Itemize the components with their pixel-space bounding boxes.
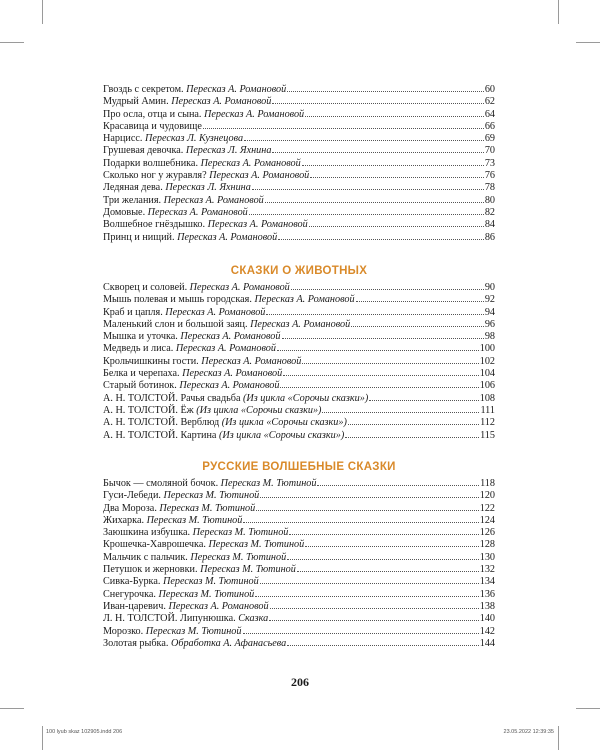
dot-leader bbox=[272, 144, 483, 153]
toc-entry[interactable] bbox=[103, 120, 495, 132]
crop-mark bbox=[0, 42, 24, 43]
entry-page: 112 bbox=[480, 417, 495, 429]
toc-entry[interactable] bbox=[103, 538, 495, 550]
entry-title bbox=[103, 96, 271, 108]
entry-page: 86 bbox=[484, 231, 495, 243]
entry-note: Пересказ М. Тютиной bbox=[190, 551, 287, 563]
entry-title-text: Сивка-Бурка. bbox=[103, 576, 161, 588]
toc-entry[interactable] bbox=[103, 612, 495, 624]
entry-title bbox=[103, 430, 344, 442]
entry-note: Пересказ А. Романовой bbox=[254, 294, 355, 306]
entry-page: 73 bbox=[484, 157, 495, 169]
entry-note: Пересказ М. Тютиной bbox=[163, 490, 260, 502]
slug-filename: 100 lyub skaz 102905.indd 206 bbox=[46, 729, 123, 735]
toc-entry[interactable] bbox=[103, 306, 495, 318]
entry-title bbox=[103, 380, 279, 392]
toc-entry[interactable] bbox=[103, 318, 495, 330]
toc-entry[interactable] bbox=[103, 281, 495, 293]
entry-title bbox=[103, 84, 286, 96]
entry-title bbox=[103, 182, 251, 194]
dot-leader bbox=[287, 551, 479, 560]
entry-page: 138 bbox=[479, 600, 495, 612]
dot-leader bbox=[322, 404, 479, 413]
entry-page: 102 bbox=[479, 355, 495, 367]
entry-title-text: Жихарка. bbox=[103, 514, 145, 526]
entry-title bbox=[103, 515, 242, 527]
crop-mark bbox=[576, 708, 600, 709]
entry-title-text: Гвоздь с секретом. bbox=[103, 84, 184, 95]
entry-title-text: Сколько ног у журавля? bbox=[103, 170, 207, 182]
toc-section-1 bbox=[103, 83, 495, 243]
entry-page: 98 bbox=[484, 331, 495, 343]
toc-entry[interactable] bbox=[103, 600, 495, 612]
entry-title-text: Морозко. bbox=[103, 625, 144, 637]
entry-note: Пересказ А. Романовой bbox=[165, 306, 266, 318]
dot-leader bbox=[348, 416, 479, 425]
dot-leader bbox=[369, 392, 478, 401]
entry-page: 69 bbox=[484, 133, 495, 145]
dot-leader bbox=[282, 330, 484, 339]
entry-title-text: Красавица и чудовище bbox=[103, 120, 202, 132]
entry-note: Пересказ М. Тютиной bbox=[200, 564, 296, 576]
entry-page: 96 bbox=[484, 318, 495, 330]
entry-note: Пересказ Л. Яхнина bbox=[165, 182, 251, 194]
entry-page: 62 bbox=[484, 96, 495, 108]
entry-title-text: Иван-царевич. bbox=[103, 600, 166, 612]
dot-leader bbox=[317, 477, 479, 486]
entry-title-text: Про осла, отца и сына. bbox=[103, 108, 202, 120]
entry-page: 64 bbox=[484, 108, 495, 120]
crop-mark bbox=[558, 726, 559, 750]
entry-note: Пересказ А. Романовой bbox=[182, 368, 283, 380]
toc-entry[interactable] bbox=[103, 563, 495, 575]
entry-page: 60 bbox=[484, 84, 495, 95]
toc-entry[interactable] bbox=[103, 526, 495, 538]
entry-title bbox=[103, 601, 269, 613]
entry-title bbox=[103, 417, 347, 429]
entry-title-text: Краб и цапля. bbox=[103, 306, 163, 318]
toc-entry[interactable] bbox=[103, 637, 495, 649]
toc-entry[interactable] bbox=[103, 330, 495, 342]
dot-leader bbox=[260, 489, 478, 498]
dot-leader bbox=[302, 157, 484, 166]
dot-leader bbox=[297, 563, 479, 572]
toc-entry[interactable] bbox=[103, 502, 495, 514]
entry-title-text: Крольчишкины гости. bbox=[103, 355, 199, 367]
dot-leader bbox=[266, 306, 483, 315]
toc-entry[interactable] bbox=[103, 392, 495, 404]
entry-title-text: Волшебное гнёздышко. bbox=[103, 219, 206, 231]
entry-title bbox=[103, 368, 282, 380]
entry-title bbox=[103, 638, 286, 650]
dot-leader bbox=[252, 181, 484, 190]
entry-note: Пересказ М. Тютиной bbox=[145, 625, 242, 637]
entry-page: 76 bbox=[484, 170, 495, 182]
entry-page: 70 bbox=[484, 145, 495, 157]
entry-page: 106 bbox=[479, 380, 495, 392]
dot-leader bbox=[244, 132, 484, 141]
entry-title-text: Бычок — смоляной бочок. bbox=[103, 478, 219, 489]
toc-entry[interactable] bbox=[103, 181, 495, 193]
toc-section-3 bbox=[103, 460, 495, 649]
entry-note: Пересказ А. Романовой bbox=[204, 108, 305, 120]
dot-leader bbox=[345, 429, 479, 438]
dot-leader bbox=[309, 218, 484, 227]
entry-title-text: Подарки волшебника. bbox=[103, 157, 199, 169]
entry-title bbox=[103, 307, 265, 319]
entry-page: 126 bbox=[479, 527, 495, 539]
entry-title bbox=[103, 552, 286, 564]
entry-title-text: Принц и нищий. bbox=[103, 231, 175, 243]
dot-leader bbox=[305, 538, 479, 547]
entry-title bbox=[103, 133, 243, 145]
entry-title bbox=[103, 232, 277, 244]
entry-note: (Из цикла «Сорочьи сказки») bbox=[196, 404, 322, 416]
dot-leader bbox=[310, 169, 484, 178]
toc-entry[interactable] bbox=[103, 379, 495, 391]
toc-entry[interactable] bbox=[103, 575, 495, 587]
dot-leader bbox=[249, 206, 484, 215]
entry-page: 80 bbox=[484, 194, 495, 206]
entry-page: 120 bbox=[479, 490, 495, 502]
entry-title bbox=[103, 490, 259, 502]
entry-page: 144 bbox=[479, 637, 495, 649]
entry-title-text: Гуси-Лебеди. bbox=[103, 490, 161, 502]
entry-title-text: А. Н. ТОЛСТОЙ. Картина bbox=[103, 429, 217, 441]
entry-title-text: Л. Н. ТОЛСТОЙ. Липунюшка. bbox=[103, 613, 236, 625]
entry-page: 128 bbox=[479, 539, 495, 551]
entry-note: Пересказ М. Тютиной bbox=[208, 539, 305, 551]
entry-page: 90 bbox=[484, 282, 495, 293]
entry-note: Пересказ Л. Яхнина bbox=[185, 145, 272, 157]
entry-title-text: Мудрый Амин. bbox=[103, 96, 169, 108]
toc-entry[interactable] bbox=[103, 194, 495, 206]
crop-mark bbox=[558, 0, 559, 24]
entry-title bbox=[103, 576, 259, 588]
entry-title bbox=[103, 331, 281, 343]
entry-title-text: Мышь полевая и мышь городская. bbox=[103, 294, 252, 306]
crop-mark bbox=[0, 708, 24, 709]
toc-entry[interactable] bbox=[103, 206, 495, 218]
entry-page: 94 bbox=[484, 306, 495, 318]
entry-page: 115 bbox=[480, 429, 495, 441]
entry-note: Пересказ М. Тютиной bbox=[162, 576, 259, 588]
entry-title-text: Медведь и лиса. bbox=[103, 343, 174, 355]
page-number: 206 bbox=[291, 675, 309, 689]
entry-note: Пересказ А. Романовой bbox=[147, 206, 248, 218]
entry-page: 84 bbox=[484, 219, 495, 231]
entry-title bbox=[103, 405, 321, 417]
toc-entry[interactable] bbox=[103, 588, 495, 600]
entry-page: 132 bbox=[479, 564, 495, 576]
toc-entry[interactable] bbox=[103, 342, 495, 354]
entry-note: Сказка bbox=[238, 613, 269, 625]
entry-title-text: Петушок и жерновки. bbox=[103, 564, 198, 576]
entry-title bbox=[103, 626, 242, 638]
dot-leader bbox=[243, 625, 479, 634]
dot-leader bbox=[272, 95, 484, 104]
entry-note: Пересказ А. Романовой bbox=[179, 380, 280, 392]
crop-mark bbox=[576, 42, 600, 43]
entry-page: 134 bbox=[479, 576, 495, 588]
dot-leader bbox=[305, 108, 484, 117]
crop-mark bbox=[42, 0, 43, 24]
dot-leader bbox=[356, 293, 484, 302]
entry-title-text: Золотая рыбка. bbox=[103, 637, 169, 649]
entry-page: 92 bbox=[484, 294, 495, 306]
entry-note: Пересказ А. Романовой bbox=[177, 231, 278, 243]
dot-leader bbox=[289, 526, 478, 535]
entry-title-text: А. Н. ТОЛСТОЙ. Верблюд bbox=[103, 417, 220, 429]
toc-entry[interactable] bbox=[103, 144, 495, 156]
dot-leader bbox=[302, 355, 478, 364]
toc-entry[interactable] bbox=[103, 231, 495, 243]
entry-page: 122 bbox=[479, 502, 495, 514]
dot-leader bbox=[287, 637, 478, 646]
entry-note: Пересказ М. Тютиной bbox=[146, 514, 243, 526]
entry-note: Пересказ А. Романовой bbox=[163, 194, 264, 206]
entry-page: 66 bbox=[484, 120, 495, 132]
entry-title-text: Старый ботинок. bbox=[103, 380, 177, 392]
entry-title bbox=[103, 207, 248, 219]
entry-note: Пересказ Л. Кузнецова bbox=[145, 133, 244, 145]
entry-note: (Из цикла «Сорочьи сказки») bbox=[243, 392, 369, 404]
entry-title-text: А. Н. ТОЛСТОЙ. Ёж bbox=[103, 404, 194, 416]
toc-entry[interactable] bbox=[103, 551, 495, 563]
toc-entry[interactable] bbox=[103, 157, 495, 169]
entry-title-text: Домовые. bbox=[103, 206, 146, 218]
toc-entry[interactable] bbox=[103, 218, 495, 230]
entry-title bbox=[103, 145, 271, 157]
entry-page: 78 bbox=[484, 182, 495, 194]
entry-page: 111 bbox=[480, 404, 495, 416]
dot-leader bbox=[255, 588, 478, 597]
entry-title bbox=[103, 527, 288, 539]
dot-leader bbox=[278, 231, 484, 240]
dot-leader bbox=[283, 367, 478, 376]
entry-title-text: Маленький слон и большой заяц. bbox=[103, 318, 248, 330]
entry-note: Пересказ А. Романовой bbox=[189, 282, 290, 293]
entry-title bbox=[103, 539, 304, 551]
entry-page: 136 bbox=[479, 588, 495, 600]
dot-leader bbox=[265, 194, 484, 203]
dot-leader bbox=[260, 575, 479, 584]
entry-page: 104 bbox=[479, 368, 495, 380]
entry-title-text: Три желания. bbox=[103, 194, 162, 206]
entry-title-text: А. Н. ТОЛСТОЙ. Рачья свадьба bbox=[103, 392, 241, 404]
dot-leader bbox=[351, 318, 484, 327]
toc-entry[interactable] bbox=[103, 625, 495, 637]
dot-leader bbox=[287, 83, 484, 92]
entry-page: 140 bbox=[479, 613, 495, 625]
entry-page: 118 bbox=[480, 478, 495, 489]
toc-entry[interactable] bbox=[103, 132, 495, 144]
entry-title bbox=[103, 356, 301, 368]
toc-entry[interactable] bbox=[103, 477, 495, 489]
entry-title-text: Два Мороза. bbox=[103, 502, 157, 514]
entry-note: Пересказ М. Тютиной bbox=[159, 502, 256, 514]
toc-entry[interactable] bbox=[103, 95, 495, 107]
slug-timestamp: 23.05.2022 12:39:35 bbox=[503, 729, 554, 735]
entry-note: Пересказ М. Тютиной bbox=[192, 527, 289, 539]
toc-entry[interactable] bbox=[103, 108, 495, 120]
dot-leader bbox=[270, 600, 479, 609]
entry-note: Обработка А. Афанасьева bbox=[170, 637, 287, 649]
dot-leader bbox=[291, 281, 484, 290]
entry-title-text: Ледяная дева. bbox=[103, 182, 163, 194]
toc-entry[interactable] bbox=[103, 514, 495, 526]
toc-entry[interactable] bbox=[103, 169, 495, 181]
toc-entry[interactable] bbox=[103, 293, 495, 305]
entry-title-text: Белка и черепаха. bbox=[103, 368, 180, 380]
entry-note: Пересказ А. Романовой bbox=[180, 331, 281, 343]
entry-note: Пересказ А. Романовой bbox=[250, 318, 351, 330]
entry-title bbox=[103, 503, 255, 515]
toc-section-2 bbox=[103, 264, 495, 441]
entry-title-text: Мальчик с пальчик. bbox=[103, 551, 188, 563]
dot-leader bbox=[243, 514, 478, 523]
dot-leader bbox=[203, 120, 484, 129]
entry-title bbox=[103, 282, 290, 294]
entry-note: Пересказ А. Романовой bbox=[200, 157, 301, 169]
entry-title bbox=[103, 158, 301, 170]
entry-title bbox=[103, 219, 308, 231]
entry-note: Пересказ А. Романовой bbox=[175, 343, 276, 355]
dot-leader bbox=[280, 379, 478, 388]
entry-title bbox=[103, 589, 254, 601]
entry-note: Пересказ А. Романовой bbox=[186, 84, 287, 95]
entry-page: 130 bbox=[479, 551, 495, 563]
entry-note: (Из цикла «Сорочьи сказки») bbox=[219, 429, 345, 441]
entry-title bbox=[103, 343, 276, 355]
entry-note: Пересказ А. Романовой bbox=[209, 170, 310, 182]
entry-title bbox=[103, 121, 202, 133]
toc-entry[interactable] bbox=[103, 489, 495, 501]
entry-note: Пересказ А. Романовой bbox=[201, 355, 302, 367]
section-heading: СКАЗКИ О ЖИВОТНЫХ bbox=[230, 265, 368, 277]
dot-leader bbox=[256, 502, 479, 511]
entry-page: 100 bbox=[479, 343, 495, 355]
entry-note: (Из цикла «Сорочьи сказки») bbox=[221, 417, 347, 429]
entry-page: 108 bbox=[479, 392, 495, 404]
entry-title-text: Скворец и соловей. bbox=[103, 282, 188, 293]
entry-title-text: Снегурочка. bbox=[103, 588, 156, 600]
crop-mark bbox=[42, 726, 43, 750]
toc-entry[interactable] bbox=[103, 416, 495, 428]
entry-title-text: Грушевая девочка. bbox=[103, 145, 184, 157]
entry-page: 142 bbox=[479, 625, 495, 637]
dot-leader bbox=[277, 342, 479, 351]
toc-entry[interactable] bbox=[103, 429, 495, 441]
entry-title-text: Нарцисс. bbox=[103, 133, 143, 145]
entry-note: Пересказ А. Романовой bbox=[171, 96, 272, 108]
toc-entry[interactable] bbox=[103, 355, 495, 367]
entry-page: 82 bbox=[484, 206, 495, 218]
dot-leader bbox=[269, 612, 479, 621]
entry-note: Пересказ А. Романовой bbox=[168, 600, 269, 612]
entry-title-text: Крошечка-Хаврошечка. bbox=[103, 539, 206, 551]
entry-page: 124 bbox=[479, 514, 495, 526]
toc-entry[interactable] bbox=[103, 83, 495, 95]
entry-title-text: Мышка и уточка. bbox=[103, 331, 178, 343]
toc-entry[interactable] bbox=[103, 404, 495, 416]
entry-note: Пересказ А. Романовой bbox=[207, 219, 308, 231]
toc-entry[interactable] bbox=[103, 367, 495, 379]
entry-note: Пересказ М. Тютиной bbox=[158, 588, 255, 600]
section-heading: РУССКИЕ ВОЛШЕБНЫЕ СКАЗКИ bbox=[202, 461, 396, 473]
entry-title-text: Заюшкина избушка. bbox=[103, 527, 191, 539]
entry-title bbox=[103, 195, 264, 207]
entry-note: Пересказ М. Тютиной bbox=[220, 478, 317, 489]
